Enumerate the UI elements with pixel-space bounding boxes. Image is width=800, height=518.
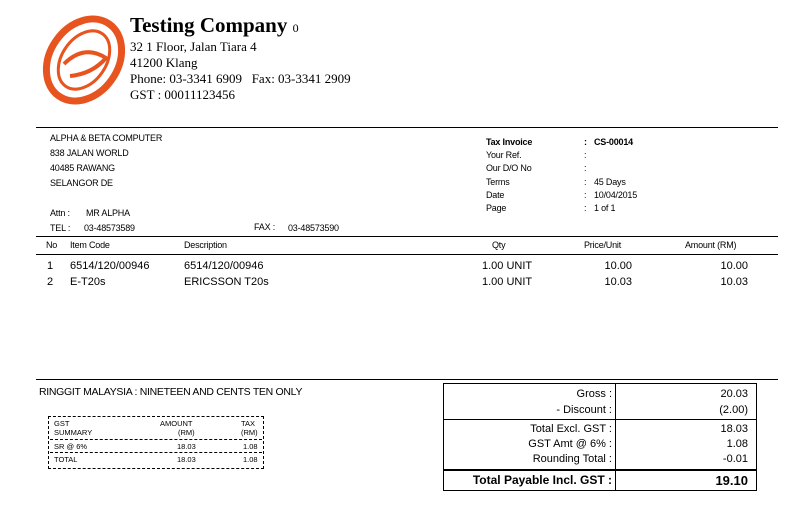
company-phone-fax: Phone: 03-3341 6909 Fax: 03-3341 2909 — [130, 71, 351, 86]
footer-divider — [36, 379, 778, 380]
company-name — [130, 13, 299, 38]
col-header-price: Price/Unit — [584, 240, 622, 250]
row-price: 10.03 — [604, 276, 632, 288]
gross-label: Gross : — [576, 388, 612, 400]
company-logo — [34, 14, 126, 110]
terms-value: 45 Days — [594, 177, 626, 187]
gst-summary-h-amount: AMOUNT — [160, 419, 193, 428]
date-value: 10/04/2015 — [594, 190, 638, 200]
terms-label: Terms — [486, 177, 510, 187]
discount-label: - Discount : — [556, 404, 612, 416]
gst-summary-sr-tax: 1.08 — [243, 442, 258, 451]
company-address-1: 32 1 Floor, Jalan Tiara 4 — [130, 39, 257, 54]
gst-summary-rule-2 — [50, 452, 262, 454]
gst-summary-h-gst: GST — [54, 419, 70, 428]
company-name-text: Testing Company — [130, 13, 288, 37]
col-header-description: Description — [184, 240, 227, 250]
company-mark: 0 — [292, 21, 299, 35]
total-payable-value: 19.10 — [715, 473, 748, 488]
gst-summary-h-tax-unit: (RM) — [241, 428, 258, 437]
colon-3: : — [584, 163, 587, 173]
gst-summary-sr-amount: 18.03 — [177, 442, 196, 451]
row-price: 10.00 — [604, 260, 632, 272]
date-label: Date — [486, 190, 505, 200]
colon-1: : — [584, 137, 587, 147]
table-top-rule — [36, 236, 778, 237]
gst-summary-total-amount: 18.03 — [177, 455, 196, 464]
col-header-item-code: Item Code — [70, 240, 110, 250]
total-payable-label: Total Payable Incl. GST : — [472, 473, 612, 487]
your-ref-label: Your Ref. — [486, 150, 522, 160]
row-description: 6514/120/00946 — [184, 260, 264, 272]
row-qty: 1.00 UNIT — [482, 260, 533, 272]
gst-summary-total-label: TOTAL — [54, 455, 78, 464]
invoice-number: CS-00014 — [594, 137, 633, 147]
colon-2: : — [584, 150, 587, 160]
customer-address-3: SELANGOR DE — [50, 178, 113, 188]
colon-4: : — [584, 177, 587, 187]
totals-rule-2 — [444, 469, 756, 471]
excl-gst-label: Total Excl. GST : — [530, 423, 612, 435]
company-address-2: 41200 Klang — [130, 55, 198, 70]
attn-label: Attn : — [50, 208, 70, 218]
row-item-code: E-T20s — [70, 276, 106, 288]
row-no: 1 — [47, 260, 54, 272]
fax-label: FAX : — [254, 222, 276, 232]
gst-summary-h-amount-unit: (RM) — [178, 428, 195, 437]
row-item-code: 6514/120/00946 — [70, 260, 150, 272]
gst-summary-sr-label: SR @ 6% — [54, 442, 88, 451]
rounding-value: -0.01 — [722, 453, 748, 465]
gst-summary-h-summary: SUMMARY — [54, 428, 93, 437]
colon-5: : — [584, 190, 587, 200]
gst-amount-label: GST Amt @ 6% : — [528, 438, 612, 450]
gst-summary-total-tax: 1.08 — [243, 455, 258, 464]
row-amount: 10.03 — [720, 276, 748, 288]
totals-divider-vertical — [615, 384, 616, 490]
row-qty: 1.00 UNIT — [482, 276, 533, 288]
tel-label: TEL : — [50, 223, 71, 233]
gross-value: 20.03 — [720, 388, 748, 400]
totals-rule-1 — [444, 419, 756, 420]
fax-value: 03-48573590 — [288, 223, 339, 233]
gst-summary-h-tax: TAX — [241, 419, 256, 428]
excl-gst-value: 18.03 — [720, 423, 748, 435]
our-do-label: Our D/O No — [486, 163, 532, 173]
gst-summary-rule-1 — [50, 439, 262, 441]
customer-address-1: 838 JALAN WORLD — [50, 148, 129, 158]
gst-amount-value: 1.08 — [726, 438, 748, 450]
discount-value: (2.00) — [719, 404, 748, 416]
row-amount: 10.00 — [720, 260, 748, 272]
col-header-qty: Qty — [492, 240, 506, 250]
amount-in-words: RINGGIT MALAYSIA : NINETEEN AND CENTS TEN ONLY — [39, 386, 303, 398]
rounding-label: Rounding Total : — [532, 453, 612, 465]
row-no: 2 — [47, 276, 54, 288]
col-header-no: No — [46, 240, 58, 250]
tax-invoice-label: Tax Invoice — [486, 137, 533, 147]
customer-address-2: 40485 RAWANG — [50, 163, 115, 173]
company-logo-icon — [34, 14, 126, 110]
header-divider — [36, 127, 778, 128]
customer-name: ALPHA & BETA COMPUTER — [50, 133, 163, 143]
table-header-rule — [36, 254, 778, 255]
page-label: Page — [486, 203, 507, 213]
tel-value: 03-48573589 — [84, 223, 135, 233]
attn-value: MR ALPHA — [86, 208, 130, 218]
col-header-amount: Amount (RM) — [685, 240, 737, 250]
colon-6: : — [584, 203, 587, 213]
page-value: 1 of 1 — [594, 203, 616, 213]
company-gst-number: GST : 00011123456 — [130, 87, 235, 102]
row-description: ERICSSON T20s — [184, 276, 269, 288]
